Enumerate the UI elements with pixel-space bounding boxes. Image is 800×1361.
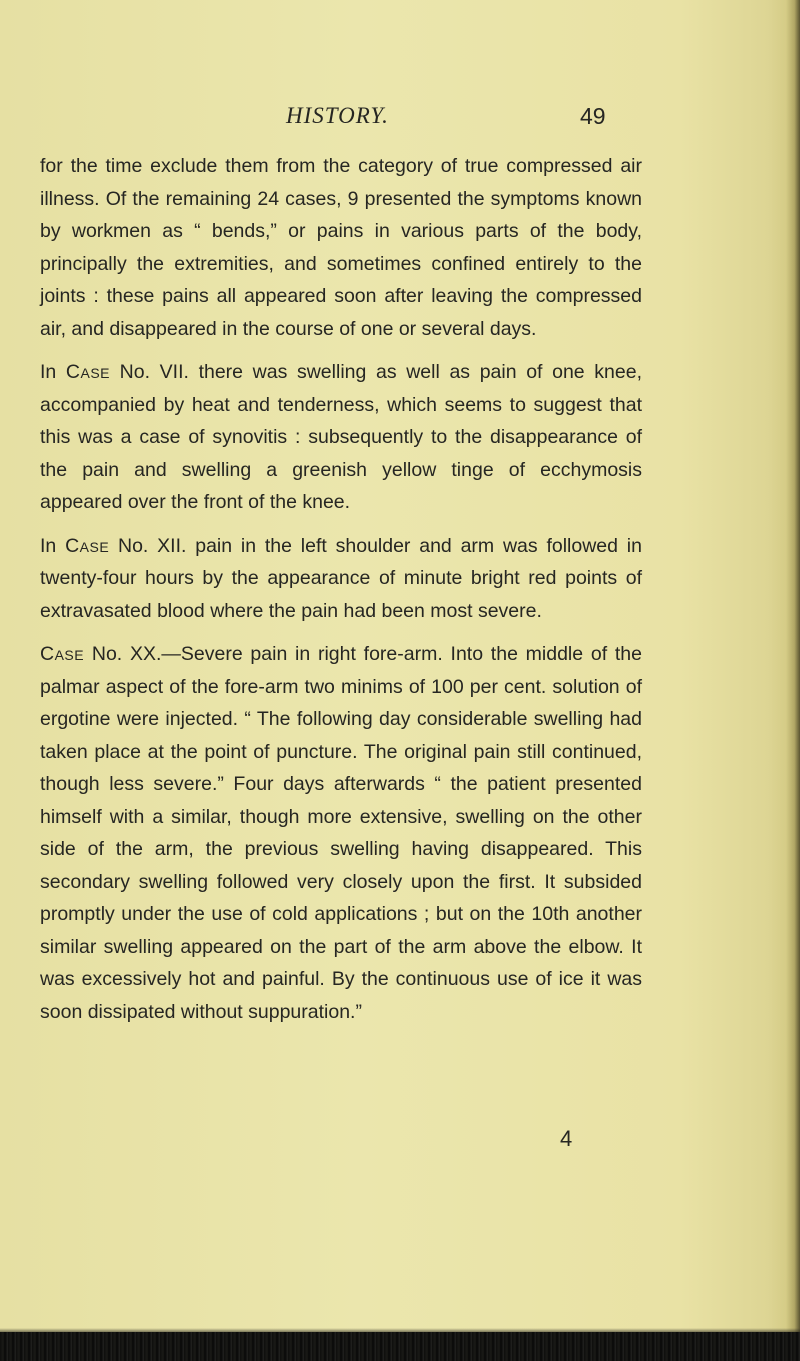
- running-head: HISTORY.: [286, 103, 389, 128]
- signature-mark: 4: [560, 1126, 573, 1151]
- body-text: [40, 150, 642, 1039]
- page-edge-shadow: [786, 0, 800, 1361]
- page-header: [40, 103, 640, 133]
- paragraph-3-text: No. XII. pain in the left shoulder and arm was followed in twenty-four hours by the appearance of minute bright red points of extravasated blood where the pain had been most severe.: [40, 534, 642, 622]
- paragraph-3-lead: In: [40, 534, 66, 557]
- paragraph-3: [40, 530, 642, 628]
- paragraph-3-case-label: Case: [65, 534, 110, 557]
- paragraph-4-case-label: Case: [40, 643, 85, 665]
- page-bottom-edge: [0, 1332, 800, 1361]
- paragraph-2-case-label: Case: [65, 361, 111, 383]
- paragraph-1-text: for the time exclude them from the category of true compressed air illness. Of the remaining 24 cases, 9 presented the symptoms known by workmen as “ bends,” or pains in various parts of the body, principally the extremities, and sometimes confined entirely to the joints : these pains all appeared soon after leaving the compressed air, and disappeared in the course of one or several days.: [40, 155, 642, 340]
- paragraph-2: [40, 356, 642, 519]
- page-number: 49: [580, 103, 606, 129]
- paragraph-1: [40, 150, 642, 345]
- paragraph-4: [40, 638, 642, 1028]
- paragraph-4-text: No. XX.—Severe pain in right fore-arm. Into the middle of the palmar aspect of the fore-arm two minims of 100 per cent. solution of ergotine were injected. “ The following day considerable swelling had taken place at the point of puncture. The original pain still continued, though less severe.” Four days afterwards “ the patient presented himself with a similar, though more extensive, swelling on the other side of the arm, the previous swelling having disappeared. This secondary swelling followed very closely upon the first. It subsided promptly under the use of cold applications ; but on the 10th another similar swelling appeared on the part of the arm above the elbow. It was excessively hot and painful. By the continuous use of ice it was soon dissipated without suppuration.”: [40, 643, 642, 1023]
- paragraph-2-lead: In: [40, 361, 66, 383]
- paragraph-2-text: No. VII. there was swelling as well as pain of one knee, accompanied by heat and tenderness, which seems to suggest that this was a case of synovitis : subsequently to the disappearance of the pain and swelling a greenish yellow tinge of ecchymosis appeared over the front of the knee.: [40, 361, 642, 513]
